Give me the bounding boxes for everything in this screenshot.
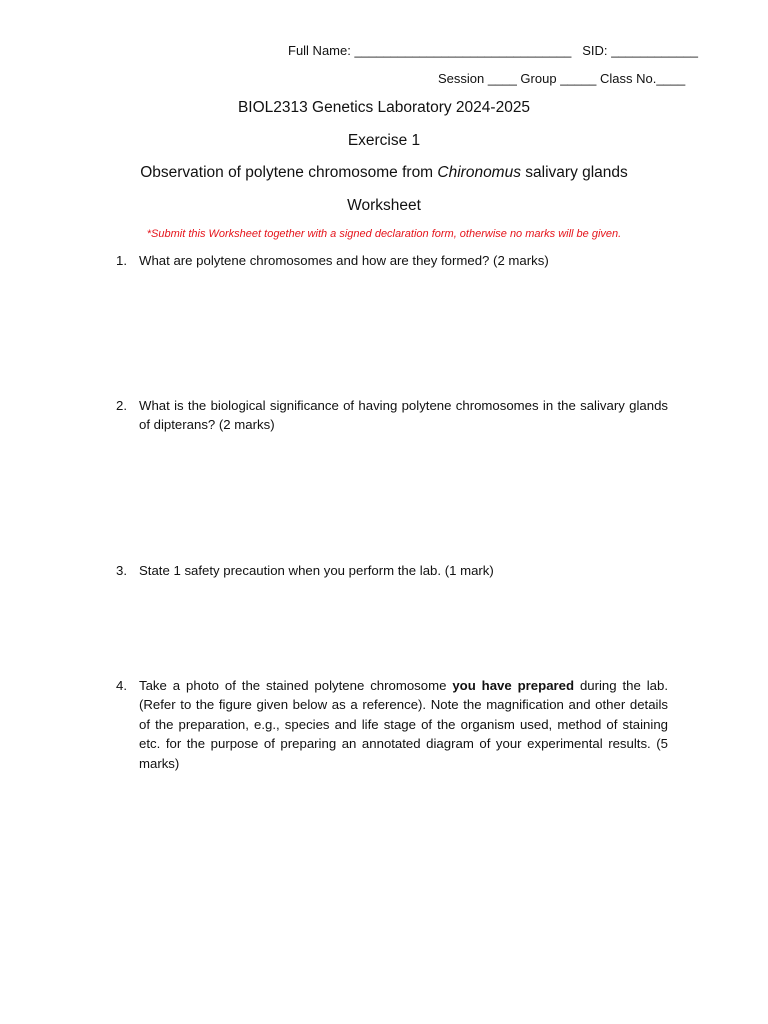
answer-area-3[interactable] <box>139 588 668 668</box>
question-1-text: What are polytene chromosomes and how are they formed? (2 marks) <box>139 253 549 268</box>
class-no-label: Class No. <box>599 71 657 86</box>
question-3 <box>116 561 668 580</box>
worksheet-title: Worksheet <box>347 197 421 214</box>
question-4 <box>116 676 668 773</box>
question-4-emphasis: you have prepared <box>452 678 575 693</box>
question-1 <box>116 251 668 270</box>
subject-title-genus: Chironomus <box>437 164 521 181</box>
question-3-text: State 1 safety precaution when you perform the lab. (1 mark) <box>139 563 494 578</box>
sid-label: SID: <box>582 43 608 58</box>
question-4-number: 4. <box>116 678 127 693</box>
submission-notice: *Submit this Worksheet together with a signed declaration form, otherwise no marks will be given. <box>146 228 622 240</box>
question-2-text: What is the biological significance of having polytene chromosomes in the salivary glands of dipterans? (2 marks) <box>139 398 668 433</box>
course-title: BIOL2313 Genetics Laboratory 2024-2025 <box>237 99 531 116</box>
subject-title <box>0 163 768 183</box>
exercise-title: Exercise 1 <box>347 132 421 149</box>
group-label: Group <box>520 71 557 86</box>
sid-blank[interactable]: ____________ <box>611 43 698 58</box>
question-4-text-before: Take a photo of the stained polytene chromosome <box>139 678 453 693</box>
subject-title-after: salivary glands <box>520 164 628 181</box>
question-2-number: 2. <box>116 398 127 413</box>
question-2 <box>116 396 668 435</box>
question-4-text-after: during the lab. (Refer to the figure given below as a reference). Note the magnification and other details of the preparation, e.g., species and life stage of the organism used, method of staining etc. for the purpose of preparing an annotated diagram of your experimental results. (5 marks) <box>139 678 668 771</box>
session-blank[interactable]: ____ <box>487 71 517 86</box>
session-label: Session <box>438 71 485 86</box>
question-1-number: 1. <box>116 253 127 268</box>
full-name-blank[interactable]: ______________________________ <box>354 43 572 58</box>
full-name-row <box>288 43 698 59</box>
answer-area-1[interactable] <box>139 278 668 388</box>
subject-title-before: Observation of polytene chromosome from <box>140 164 438 181</box>
full-name-label: Full Name: <box>288 43 351 58</box>
question-4-text <box>139 676 668 773</box>
photo-area-4[interactable] <box>139 785 668 995</box>
group-blank[interactable]: _____ <box>560 71 597 86</box>
class-no-blank[interactable]: ____ <box>656 71 686 86</box>
answer-area-2[interactable] <box>139 442 668 552</box>
session-row <box>438 71 685 87</box>
question-3-number: 3. <box>116 563 127 578</box>
